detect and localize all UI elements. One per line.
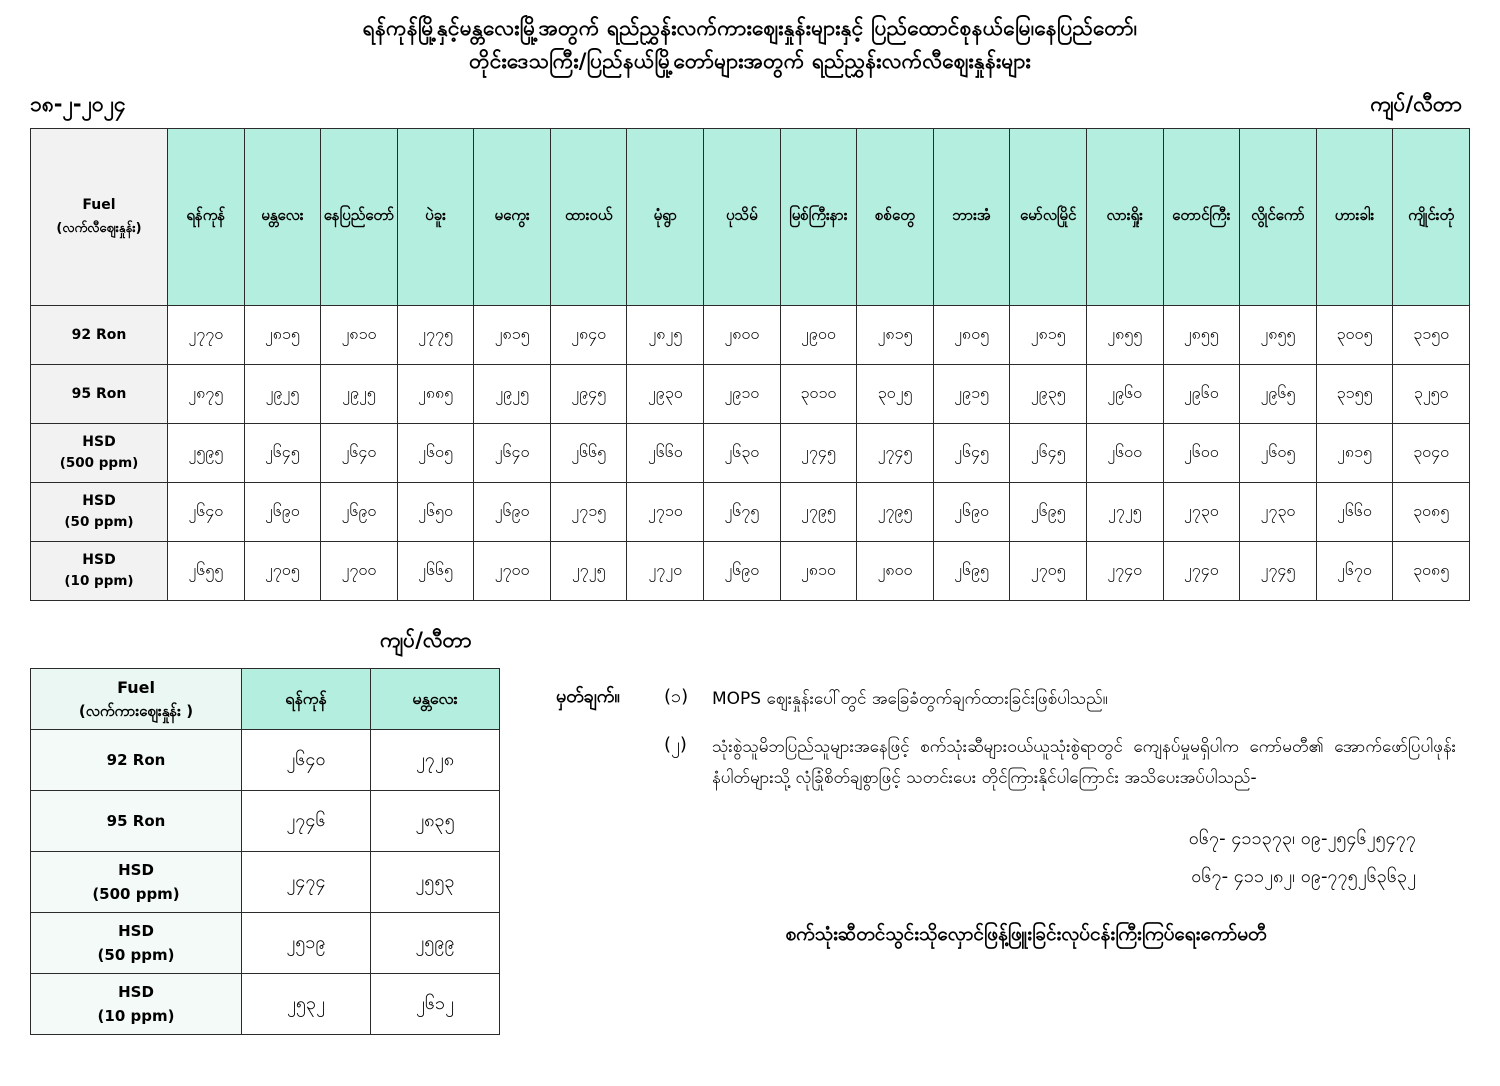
column-header-mawlamyine: မော်လမြိုင် xyxy=(1010,129,1087,306)
row-label-text: HSD xyxy=(118,861,154,880)
cell: ၂၇၀၀ xyxy=(321,542,398,601)
cell: ၂၇၀၅ xyxy=(244,542,321,601)
cell: ၂၆၃၀ xyxy=(704,424,781,483)
column-header-taunggyi: တောင်ကြီး xyxy=(1163,129,1240,306)
cell: ၂၇၄၅ xyxy=(780,424,857,483)
report-date: ၁၈-၂-၂၀၂၄ xyxy=(30,92,126,117)
cell: ၂၅၉၅ xyxy=(168,424,245,483)
cell: ၂၆၀၀ xyxy=(1163,424,1240,483)
cell: ၂၆၄၅ xyxy=(1010,424,1087,483)
cell: ၃၀၂၅ xyxy=(857,365,934,424)
cell: ၂၈၁၅ xyxy=(244,306,321,365)
row-label-sub: (10 ppm) xyxy=(64,573,134,590)
column-header-naypyitaw: နေပြည်တော် xyxy=(321,129,398,306)
row-label-hsd-500ppm xyxy=(31,424,168,483)
contact-phone-list xyxy=(556,820,1456,896)
title-line-2: တိုင်းဒေသကြီး/ပြည်နယ်မြို့တော်များအတွက် ရည်ညွှန်းလက်လီဈေးနှုန်းများ xyxy=(469,48,1031,73)
table-row xyxy=(31,852,500,913)
cell: ၂၈၁၅ xyxy=(1316,424,1393,483)
cell: ၂၈၄၀ xyxy=(550,306,627,365)
cell: ၂၆၆၅ xyxy=(550,424,627,483)
cell: ၃၁၅၀ xyxy=(1393,306,1470,365)
row-label-text: HSD xyxy=(118,983,154,1002)
column-header-lashio: လားရှိုး xyxy=(1086,129,1163,306)
cell: ၂၉၄၅ xyxy=(550,365,627,424)
cell: ၂၆၀၀ xyxy=(1086,424,1163,483)
cell: ၂၆၆၀ xyxy=(1316,483,1393,542)
cell: ၂၆၀၅ xyxy=(1240,424,1317,483)
cell: ၂၅၃၂ xyxy=(242,974,371,1035)
cell: ၂၆၄၅ xyxy=(933,424,1010,483)
row-label-hsd-50ppm xyxy=(31,913,242,974)
note-number: (၂) xyxy=(664,733,687,755)
cell: ၂၆၆၅ xyxy=(397,542,474,601)
cell: ၂၇၉၅ xyxy=(857,483,934,542)
cell: ၂၈၈၅ xyxy=(397,365,474,424)
cell: ၂၆၉၅ xyxy=(933,542,1010,601)
cell: ၂၉၀၀ xyxy=(780,306,857,365)
cell: ၂၆၉၅ xyxy=(1010,483,1087,542)
table-row xyxy=(31,791,500,852)
fuel-column-header xyxy=(31,129,168,306)
lower-section xyxy=(0,668,1500,1035)
note-text: သုံးစွဲသူမိဘပြည်သူများအနေဖြင့် စက်သုံးဆီများဝယ်ယူသုံးစွဲရာတွင် ကျေနပ်မှုမရှိပါက ကော်မတီ၏ အောက်ဖော်ပြပါဖုန်းနံပါတ်များသို့ လုံခြုံစိတ်ချစွာဖြင့် သတင်းပေး တိုင်ကြားနိုင်ပါကြောင်း အသိပေးအပ်ပါသည်- xyxy=(712,736,1456,788)
cell: ၂၇၇၅ xyxy=(397,306,474,365)
cell: ၂၇၄၆ xyxy=(242,791,371,852)
cell: ၂၉၂၅ xyxy=(321,365,398,424)
cell: ၂၄၇၄ xyxy=(242,852,371,913)
row-label-hsd-10ppm xyxy=(31,974,242,1035)
cell: ၃၀၈၅ xyxy=(1393,542,1470,601)
cell: ၂၆၉၀ xyxy=(474,483,551,542)
row-label-95ron xyxy=(31,365,168,424)
cell: ၂၇၁၀ xyxy=(627,483,704,542)
column-header-sittwe: စစ်တွေ xyxy=(857,129,934,306)
cell: ၂၇၂၅ xyxy=(1086,483,1163,542)
cell: ၂၆၅၀ xyxy=(397,483,474,542)
notes-label: မှတ်ချက်။ xyxy=(556,686,620,708)
column-header-mandalay: မန္တလေး xyxy=(371,669,500,730)
cell: ၂၆၀၅ xyxy=(397,424,474,483)
row-label-sub: (10 ppm) xyxy=(97,1007,175,1026)
cell: ၂၅၁၉ xyxy=(242,913,371,974)
cell: ၂၇၃၀ xyxy=(1163,483,1240,542)
title-line-1: ရန်ကုန်မြို့နှင့်မန္တလေးမြို့အတွက် ရည်ညွှန်းလက်ကားဈေးနှုန်းများနှင့် ပြည်ထောင်စုနယ်မြေ၊နေပြည်တော်၊ xyxy=(362,16,1138,40)
notes-section xyxy=(556,668,1456,950)
row-label-hsd-500ppm xyxy=(31,852,242,913)
cell: ၂၇၃၀ xyxy=(1240,483,1317,542)
cell: ၂၈၀၅ xyxy=(933,306,1010,365)
cell: ၃၀၄၀ xyxy=(1393,424,1470,483)
column-header-myitkyina: မြစ်ကြီးနား xyxy=(780,129,857,306)
cell: ၂၇၉၅ xyxy=(780,483,857,542)
cell: ၂၇၄၅ xyxy=(1240,542,1317,601)
cell: ၂၆၉၀ xyxy=(933,483,1010,542)
document-title xyxy=(0,0,1500,77)
note-number: (၁) xyxy=(664,686,689,708)
cell: ၂၉၁၀ xyxy=(704,365,781,424)
table-row xyxy=(31,542,1470,601)
row-label-text: HSD xyxy=(82,493,116,510)
note-item-2 xyxy=(556,732,1456,795)
cell: ၂၆၉၀ xyxy=(704,542,781,601)
column-header-kengtung: ကျိုင်းတုံ xyxy=(1393,129,1470,306)
cell: ၂၈၇၅ xyxy=(168,365,245,424)
cell: ၂၈၁၅ xyxy=(1010,306,1087,365)
wholesale-price-table xyxy=(30,668,500,1035)
row-label-92ron xyxy=(31,306,168,365)
row-label-text: 92 Ron xyxy=(71,326,127,343)
unit-label-mid: ကျပ်/လီတာ xyxy=(380,628,472,653)
phone-line: ၀၆၇- ၄၁၁၂၈၂၊ ၀၉-၇၇၅၂၆၃၆၃၂ xyxy=(1191,866,1416,888)
cell: ၂၆၅၅ xyxy=(168,542,245,601)
fuel-header-line2: (လက်လီဈေးနှုန်း) xyxy=(56,220,142,236)
row-label-sub: (50 ppm) xyxy=(64,514,134,531)
table-row xyxy=(31,913,500,974)
column-header-yangon: ရန်ကုန် xyxy=(168,129,245,306)
cell: ၂၅၅၃ xyxy=(371,852,500,913)
cell: ၃၀၁၀ xyxy=(780,365,857,424)
cell: ၂၇၄၅ xyxy=(857,424,934,483)
cell: ၂၉၁၅ xyxy=(933,365,1010,424)
cell: ၂၇၂၅ xyxy=(550,542,627,601)
column-header-bago: ပဲခူး xyxy=(397,129,474,306)
cell: ၂၉၂၅ xyxy=(244,365,321,424)
table-row xyxy=(31,483,1470,542)
fuel-header-line1: Fuel xyxy=(82,197,116,214)
phone-line: ၀၆၇- ၄၁၁၃၇၃၊ ၀၉-၂၅၄၆၂၅၄၇၇ xyxy=(1188,828,1416,850)
column-header-hakha: ဟားခါး xyxy=(1316,129,1393,306)
row-label-text: 92 Ron xyxy=(106,751,166,770)
cell: ၂၆၆၀ xyxy=(627,424,704,483)
table-header-row xyxy=(31,669,500,730)
row-label-hsd-10ppm xyxy=(31,542,168,601)
cell: ၂၉၂၅ xyxy=(474,365,551,424)
cell: ၂၈၁၅ xyxy=(474,306,551,365)
cell: ၂၉၃၅ xyxy=(1010,365,1087,424)
column-header-yangon: ရန်ကုန် xyxy=(242,669,371,730)
fuel-header-line1: Fuel xyxy=(117,677,155,697)
cell: ၂၇၂၈ xyxy=(371,730,500,791)
cell: ၂၈၀၀ xyxy=(704,306,781,365)
row-label-92ron xyxy=(31,730,242,791)
cell: ၂၇၀၅ xyxy=(1010,542,1087,601)
cell: ၂၆၄၀ xyxy=(321,424,398,483)
cell: ၂၇၂၀ xyxy=(627,542,704,601)
row-label-text: 95 Ron xyxy=(106,812,166,831)
cell: ၂၈၁၀ xyxy=(321,306,398,365)
cell: ၂၆၉၀ xyxy=(244,483,321,542)
cell: ၂၉၆၅ xyxy=(1240,365,1317,424)
table-row xyxy=(31,306,1470,365)
fuel-column-header xyxy=(31,669,242,730)
note-text: MOPS ဈေးနှုန်းပေါ်တွင် အခြေခံတွက်ချက်ထားခြင်းဖြစ်ပါသည်။ xyxy=(712,689,1108,710)
cell: ၂၆၄၀ xyxy=(168,483,245,542)
cell: ၂၈၅၅ xyxy=(1086,306,1163,365)
column-header-monywa: မုံရွာ xyxy=(627,129,704,306)
cell: ၂၉၃၀ xyxy=(627,365,704,424)
cell: ၂၆၇၀ xyxy=(1316,542,1393,601)
row-label-sub: (50 ppm) xyxy=(97,946,175,965)
row-label-sub: (500 ppm) xyxy=(92,885,180,904)
cell: ၂၅၉၉ xyxy=(371,913,500,974)
cell: ၂၇၄၀ xyxy=(1163,542,1240,601)
cell: ၂၆၄၅ xyxy=(244,424,321,483)
cell: ၂၆၉၀ xyxy=(321,483,398,542)
column-header-hpaan: ဘားအံ xyxy=(933,129,1010,306)
column-header-mandalay: မန္တလေး xyxy=(244,129,321,306)
cell: ၂၇၀၀ xyxy=(474,542,551,601)
cell: ၂၈၁၅ xyxy=(857,306,934,365)
note-item-1 xyxy=(556,684,1456,715)
row-label-text: HSD xyxy=(82,552,116,569)
cell: ၂၈၂၅ xyxy=(627,306,704,365)
table-row xyxy=(31,974,500,1035)
row-label-text: 95 Ron xyxy=(71,385,127,402)
cell: ၃၀၀၅ xyxy=(1316,306,1393,365)
cell: ၂၈၅၅ xyxy=(1163,306,1240,365)
fuel-header-line2: (လက်ကားဈေးနှုန်း ) xyxy=(78,701,194,720)
cell: ၃၁၅၅ xyxy=(1316,365,1393,424)
column-header-pathein: ပုသိမ် xyxy=(704,129,781,306)
cell: ၂၆၁၂ xyxy=(371,974,500,1035)
column-header-loikaw: လွိုင်ကော် xyxy=(1240,129,1317,306)
unit-label-top: ကျပ်/လီတာ xyxy=(1370,92,1462,117)
cell: ၂၆၄၀ xyxy=(242,730,371,791)
row-label-95ron xyxy=(31,791,242,852)
cell: ၂၈၅၅ xyxy=(1240,306,1317,365)
table-row xyxy=(31,730,500,791)
issuing-organization: စက်သုံးဆီတင်သွင်းသိုလှောင်ဖြန့်ဖြူးခြင်းလုပ်ငန်းကြီးကြပ်ရေးကော်မတီ xyxy=(785,923,1267,945)
cell: ၂၈၀၀ xyxy=(857,542,934,601)
cell: ၂၉၆၀ xyxy=(1163,365,1240,424)
cell: ၂၆၇၅ xyxy=(704,483,781,542)
column-header-dawei: ထားဝယ် xyxy=(550,129,627,306)
cell: ၂၇၇၀ xyxy=(168,306,245,365)
cell: ၂၇၄၀ xyxy=(1086,542,1163,601)
table-header-row xyxy=(31,129,1470,306)
meta-row xyxy=(0,77,1500,128)
row-label-hsd-50ppm xyxy=(31,483,168,542)
column-header-magway: မကွေး xyxy=(474,129,551,306)
cell: ၃၂၅၀ xyxy=(1393,365,1470,424)
cell: ၃၀၈၅ xyxy=(1393,483,1470,542)
cell: ၂၈၁၀ xyxy=(780,542,857,601)
cell: ၂၆၄၀ xyxy=(474,424,551,483)
retail-price-table xyxy=(30,128,1470,601)
row-label-sub: (500 ppm) xyxy=(59,455,139,472)
row-label-text: HSD xyxy=(82,434,116,451)
cell: ၂၉၆၀ xyxy=(1086,365,1163,424)
row-label-text: HSD xyxy=(118,922,154,941)
cell: ၂၇၁၅ xyxy=(550,483,627,542)
table-row xyxy=(31,424,1470,483)
cell: ၂၈၃၅ xyxy=(371,791,500,852)
table-row xyxy=(31,365,1470,424)
